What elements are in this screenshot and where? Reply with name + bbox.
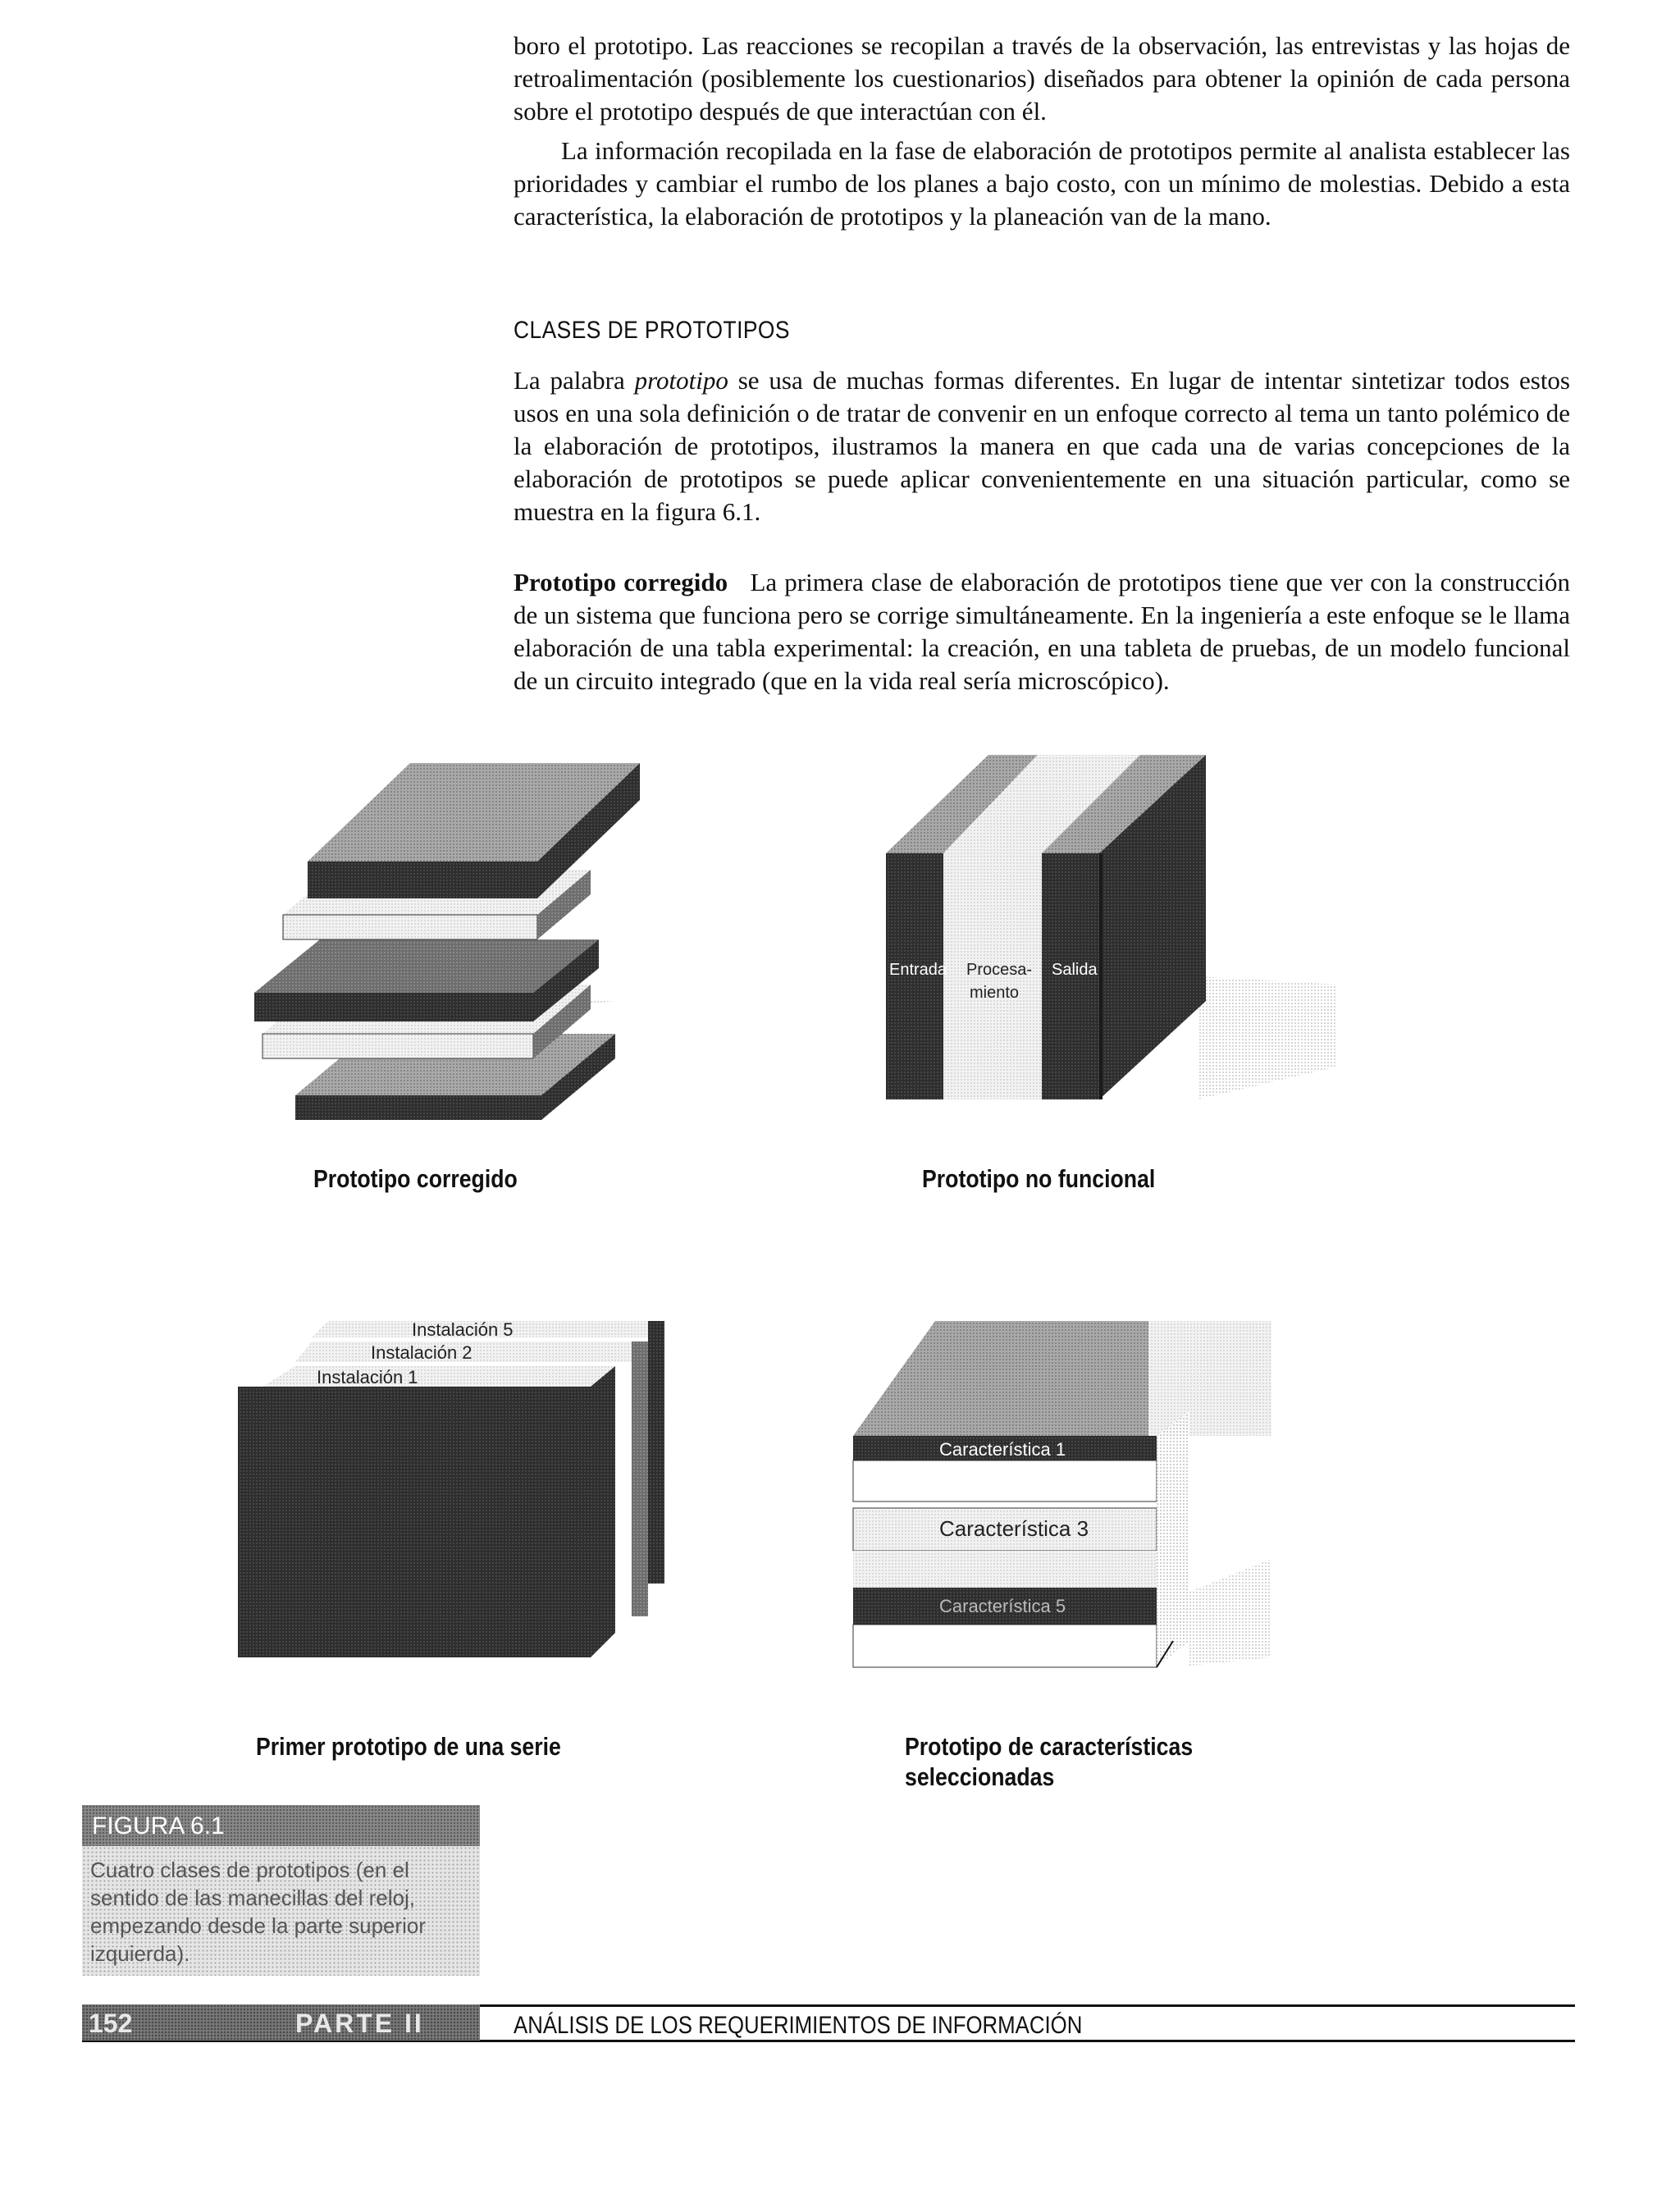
paragraph-3 — [514, 364, 1570, 528]
paragraph-3-term: prototipo — [634, 366, 728, 395]
caption-first-of-series: Primer prototipo de una serie — [256, 1732, 561, 1761]
caption-patched: Prototipo corregido — [313, 1164, 518, 1193]
paragraph-3-rest: se usa de muchas formas diferentes. En lugar de intentar sintetizar todos estos usos en una sola definición o de tratar de convenir en un enfoque correcto al tema un tanto polémico de la elaboración de prototipos, ilustramos la manera en que cada una de varias concepciones de la elaboración de prototipos se puede aplicar convenientemente en una situación particular, como se muestra en la figura 6.1. — [514, 366, 1570, 526]
figure-caption-text: Cuatro clases de prototipos (en el sentido de las manecillas del reloj, empezando desde la parte superior izquierda). — [90, 1858, 427, 1966]
label-procesamiento-1: Procesa- — [966, 961, 1033, 979]
figure-label: FIGURA 6.1 — [92, 1812, 225, 1840]
paragraph-4 — [514, 566, 1570, 697]
part-label: PARTE II — [295, 2009, 424, 2038]
page-number: 152 — [89, 2009, 133, 2038]
section-heading: CLASES DE PROTOTIPOS — [514, 317, 790, 344]
paragraph-4-lead: Prototipo corregido — [514, 568, 728, 596]
paragraph-2: La información recopilada en la fase de elaboración de prototipos permite al analista establecer las prioridades y cambiar el rumbo de los planes a bajo costo, con un mínimo de molestias. Debido a esta característica, la elaboración de prototipos y la planeación van de la mano. — [514, 136, 1570, 231]
label-salida: Salida — [1052, 961, 1098, 979]
label-caracteristica-5: Característica 5 — [939, 1596, 1066, 1616]
diagram-nonoperational-prototype — [878, 747, 1354, 1108]
diagram-selected-features — [845, 1313, 1304, 1690]
figure-caption-box — [82, 1805, 480, 1976]
label-instalacion-2: Instalación 2 — [371, 1342, 472, 1363]
label-entrada: Entrada — [889, 961, 947, 979]
running-title: ANÁLISIS DE LOS REQUERIMIENTOS DE INFORMACIÓN — [514, 2012, 1083, 2039]
caption-selected-features-1: Prototipo de características — [905, 1732, 1194, 1761]
diagram-patched-prototype — [246, 755, 705, 1132]
label-caracteristica-3: Característica 3 — [939, 1516, 1089, 1541]
label-instalacion-5: Instalación 5 — [412, 1319, 514, 1340]
paragraph-1: boro el prototipo. Las reacciones se recopilan a través de la observación, las entrevistas y las hojas de retroalimentación (posiblemente los cuestionarios) diseñados para obtener la opinión de cada persona sobre el prototipo después de que interactúan con él. — [514, 31, 1570, 126]
label-instalacion-1: Instalación 1 — [317, 1367, 418, 1387]
paragraph-4-text: La primera clase de elaboración de prototipos tiene que ver con la construcción de un sistema que funciona pero se corrige simultáneamente. En la ingeniería a este enfoque se le llama elaboración de una tabla experimental: la creación, en una tableta de pruebas, de un modelo funcional de un circuito integrado (que en la vida real sería microscópico). — [514, 568, 1570, 695]
diagram-first-of-series — [230, 1313, 673, 1674]
label-caracteristica-1: Característica 1 — [939, 1439, 1066, 1460]
label-procesamiento-2: miento — [970, 984, 1020, 1002]
caption-selected-features-2: seleccionadas — [905, 1762, 1055, 1791]
caption-nonoperational: Prototipo no funcional — [922, 1164, 1156, 1193]
paragraph-3-start: La palabra — [514, 366, 635, 395]
figure-label-bar — [82, 1805, 480, 1846]
